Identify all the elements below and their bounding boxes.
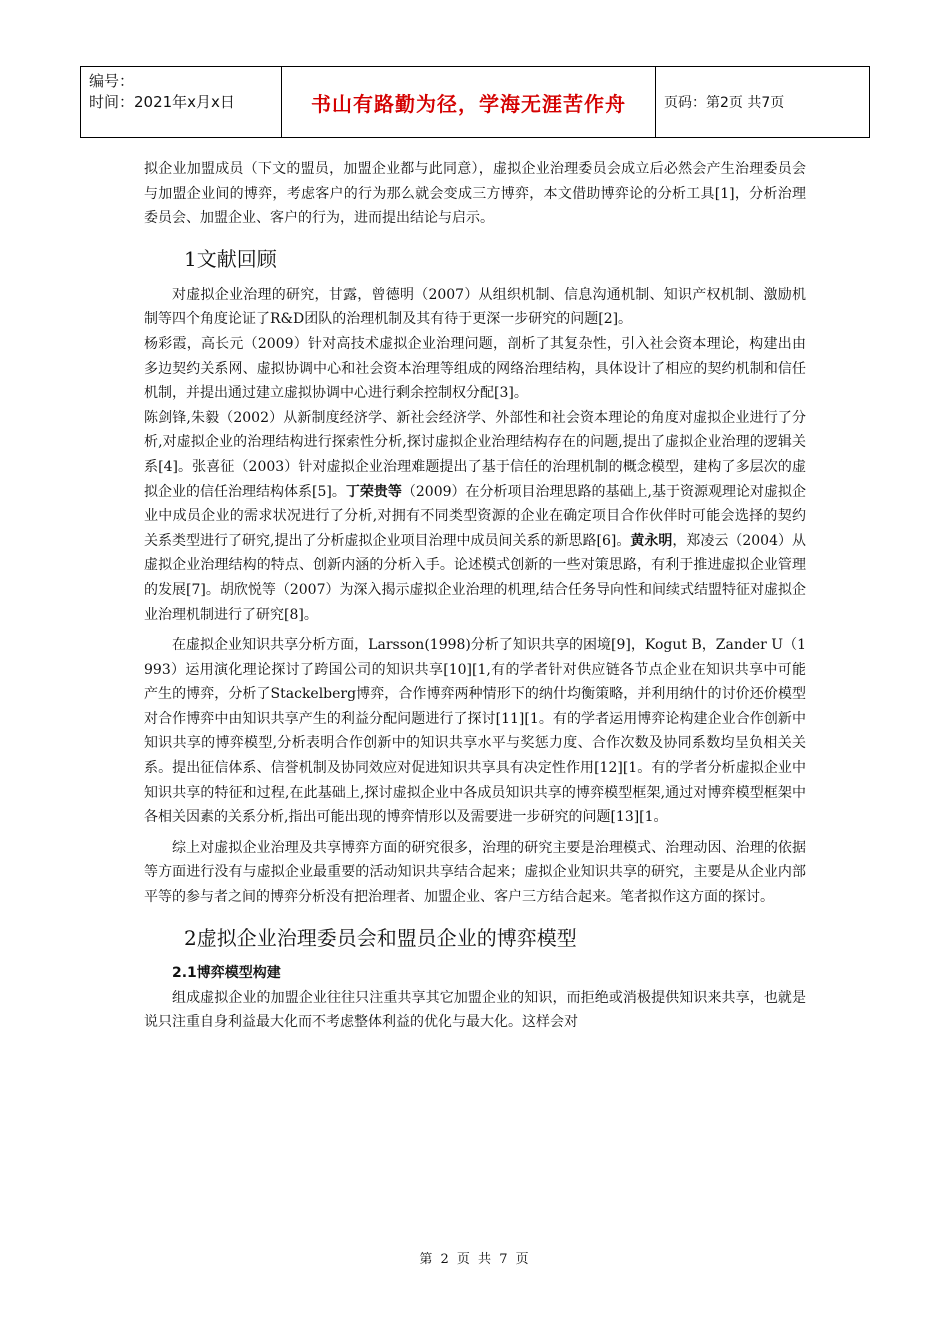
document-number-label: 编号： (89, 72, 135, 90)
subsection-2-1-title: 2.1博弈模型构建 (172, 964, 281, 981)
intro-paragraph: 拟企业加盟成员（下文的盟员，加盟企业都与此同意），虚拟企业治理委员会成立后必然会产生治理委员会与加盟企业间的博弈，考虑客户的行为那么就会变成三方博弈，本文借助博弈论的分析工具[1]，分析治理委员会、加盟企业、客户的行为，进而提出结论与启示。 (144, 161, 806, 227)
author-name-ding: 丁荣贵等 (345, 483, 402, 500)
document-body (144, 157, 806, 1035)
page-footer: 第 2 页 共 7 页 (419, 1252, 531, 1267)
section-1-paragraph-3 (144, 406, 806, 627)
section-2-title: 2虚拟企业治理委员会和盟员企业的博弈模型 (184, 925, 577, 950)
section-2-paragraph-1: 组成虚拟企业的加盟企业往往只注重共享其它加盟企业的知识，而拒绝或消极提供知识来共享，也就是说只注重自身利益最大化而不考虑整体利益的优化与最大化。这样会对 (144, 989, 806, 1031)
header-meta-cell (81, 67, 282, 137)
section-1-title: 1文献回顾 (184, 246, 277, 271)
paragraph-3-part-c: （2009）在分析项目治理思路的基础上,基于资源观理论对虚拟企业中成员企业的需求状况进行了分析,对拥有不同类型资源的企业在确定项目合作伙伴时可能会选择的契约关系类型进行了研究,提出了分析虚拟企业项目治理中成员间关系的新思路[6]。 (144, 483, 806, 549)
paragraph-3-part-a: 陈剑锋,朱毅（2002）从新制度经济学、新社会经济学、外部性和社会资本理论的角度对虚拟企业进行了分析,对虚拟企业的治理结构进行探索性分析,探讨虚拟企业治理结构存在的问题,提出了虚拟企业治理的逻辑关系[4]。张喜征（2003）针对虚拟企业治理难题提出了基于信任的治理机制的概念模型，建构了多层次的虚拟企业的信任治理结构体系[5]。 (144, 409, 806, 500)
section-1-paragraph-1: 对虚拟企业治理的研究，甘露，曾德明（2007）从组织机制、信息沟通机制、知识产权机制、激励机制等四个角度论证了R&D团队的治理机制及其有待于更深一步研究的问题[2]。 (144, 286, 806, 328)
paragraph-3-part-e: ，郑凌云（2004）从虚拟企业治理结构的特点、创新内涵的分析入手。论述模式创新的一些对策思路，有利于推进虚拟企业管理的发展[7]。胡欣悦等（2007）为深入揭示虚拟企业治理的机理,结合任务导向性和间续式结盟特征对虚拟企业治理机制进行了研究[8]。 (144, 532, 807, 623)
header-motto: 书山有路勤为径，学海无涯苦作舟 (282, 67, 656, 137)
section-1-paragraph-2: 杨彩霞，高长元（2009）针对高技术虚拟企业治理问题，剖析了其复杂性，引入社会资本理论，构建出由多边契约关系网、虚拟协调中心和社会资本治理等组成的网络治理结构，具体设计了相应的契约机制和信任机制，并提出通过建立虚拟协调中心进行剩余控制权分配[3]。 (144, 335, 806, 402)
header-table (80, 66, 870, 138)
header-page-info: 页码：第2页 共7页 (664, 95, 785, 111)
document-time-label: 时间：2021年x月x日 (89, 93, 235, 111)
section-1-paragraph-4: 在虚拟企业知识共享分析方面，Larsson(1998)分析了知识共享的困境[9]，Kogut B，Zander U（1993）运用演化理论探讨了跨国公司的知识共享[10][1,有的学者针对供应链各节点企业在知识共享中可能产生的博弈，分析了Stackelberg博弈，合作博弈两种情形下的纳什均衡策略，并利用纳什的讨价还价模型对合作博弈中由知识共享产生的利益分配问题进行了探讨[11][1。有的学者运用博弈论构建企业合作创新中知识共享的博弈模型,分析表明合作创新中的知识共享水平与奖惩力度、合作次数及协同系数均呈负相关关系。提出征信体系、信誉机制及协同效应对促进知识共享具有决定性作用[12][1。有的学者分析虚拟企业中知识共享的特征和过程,在此基础上,探讨虚拟企业中各成员知识共享的博弈模型框架,通过对博弈模型框架中各相关因素的关系分析,指出可能出现的博弈情形以及需要进一步研究的问题[13][1。 (144, 637, 806, 826)
section-1-paragraph-5: 综上对虚拟企业治理及共享博弈方面的研究很多，治理的研究主要是治理模式、治理动因、治理的依据等方面进行没有与虚拟企业最重要的活动知识共享结合起来；虚拟企业知识共享的研究，主要是从企业内部平等的参与者之间的博弈分析没有把治理者、加盟企业、客户三方结合起来。笔者拟作这方面的探讨。 (144, 839, 806, 906)
author-name-huang: 黄永明 (630, 532, 673, 549)
